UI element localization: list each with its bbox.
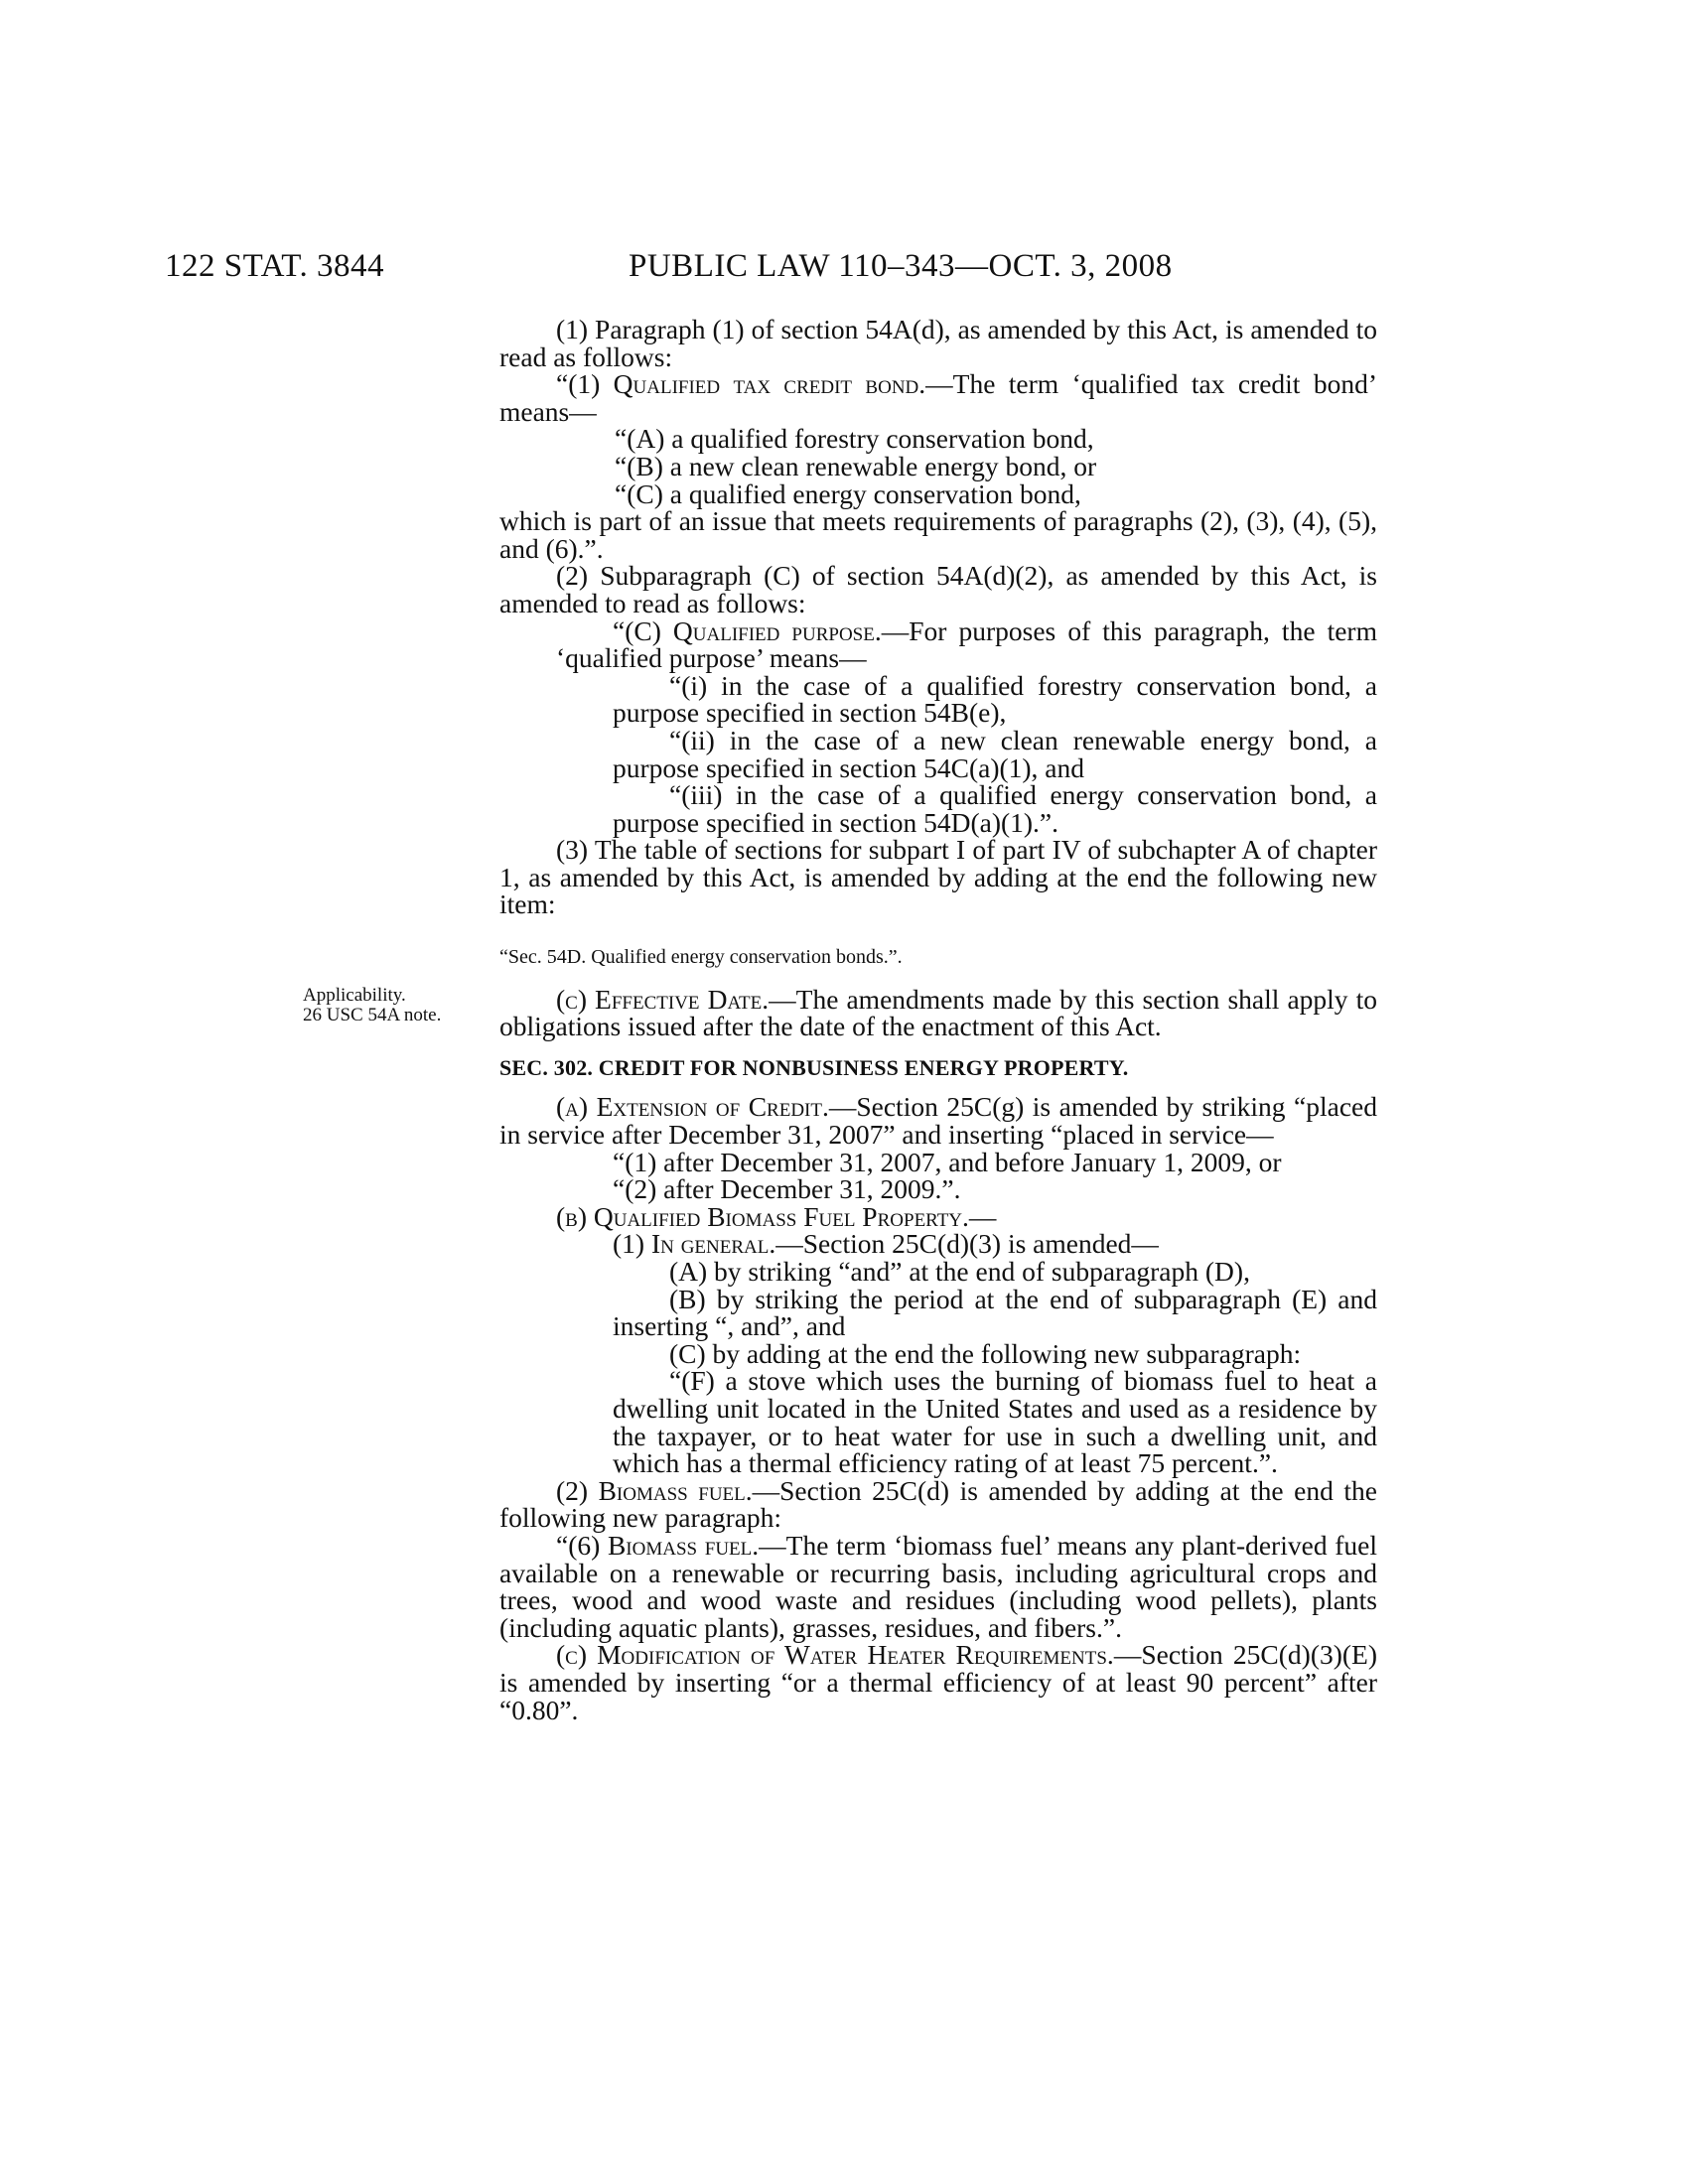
statute-page-number: 122 STAT. 3844 bbox=[165, 248, 385, 284]
definition-qualified-purpose bbox=[499, 614, 1377, 674]
water-heater-requirements bbox=[499, 1641, 1377, 1723]
biomass-fuel-text: —Section 25C(d) is amended by adding at the end the following new paragraph: bbox=[499, 1474, 1377, 1534]
amendment-item-c: (C) by adding at the end the following new subparagraph: bbox=[669, 1337, 1302, 1369]
extension-item-2: “(2) after December 31, 2009.”. bbox=[613, 1173, 961, 1205]
definition-heading: “(1) Qualified tax credit bond. bbox=[556, 368, 926, 400]
biomass-fuel-definition bbox=[499, 1529, 1377, 1643]
margin-note-usc-reference: 26 USC 54A note. bbox=[303, 1005, 442, 1025]
biomass-fuel-property bbox=[499, 1200, 1377, 1232]
heading-dash: — bbox=[968, 1200, 997, 1232]
definition-text: —For purposes of this paragraph, the term ‘qualified purpose’ means— bbox=[556, 614, 1377, 674]
subparagraph-a: “(A) a qualified forestry conservation bond, bbox=[615, 423, 1094, 455]
extension-item-1: “(1) after December 31, 2007, and before January 1, 2009, or bbox=[613, 1146, 1282, 1177]
amendment-item-b: (B) by striking the period at the end of subparagraph (E) and inserting “, and”, and bbox=[613, 1283, 1377, 1342]
page-header bbox=[0, 248, 1688, 288]
margin-note bbox=[303, 986, 482, 1025]
amendment-item-a: (A) by striking “and” at the end of subparagraph (D), bbox=[669, 1256, 1250, 1287]
clause-ii: “(ii) in the case of a new clean renewable energy bond, a purpose specified in section 54C(a)(1), and bbox=[613, 724, 1377, 783]
biomass-fuel-property-heading: (b) Qualified Biomass Fuel Property. bbox=[556, 1200, 969, 1232]
paragraph-1: (1) Paragraph (1) of section 54A(d), as amended by this Act, is amended to read as follows: bbox=[499, 314, 1377, 372]
clause-i: “(i) in the case of a qualified forestry conservation bond, a purpose specified in section 54B(e), bbox=[613, 669, 1377, 729]
table-of-sections-item: “Sec. 54D. Qualified energy conservation bonds.”. bbox=[499, 946, 903, 969]
definition-heading: “(C) Qualified purpose. bbox=[613, 614, 882, 646]
water-heater-heading: (c) Modification of Water Heater Requirements. bbox=[556, 1639, 1114, 1671]
subparagraph-b: “(B) a new clean renewable energy bond, or bbox=[615, 450, 1097, 481]
public-law-title: PUBLIC LAW 110–343—OCT. 3, 2008 bbox=[629, 248, 1173, 284]
biomass-fuel-definition-text: —The term ‘biomass fuel’ means any plant-derived fuel available on a renewable or recurring basis, including agricultural crops and trees, wood and wood waste and residues (including wood pellets), plants (including aquatic plants), grasses, residues, and fibers.”. bbox=[499, 1529, 1377, 1643]
paragraph-1-tail: which is part of an issue that meets requirements of paragraphs (2), (3), (4), (5), and (6).”. bbox=[499, 505, 1377, 564]
margin-note-applicability: Applicability. bbox=[303, 985, 406, 1006]
extension-of-credit bbox=[499, 1091, 1377, 1151]
document-body bbox=[499, 316, 1377, 1723]
effective-date bbox=[499, 983, 1377, 1042]
extension-of-credit-heading: (a) Extension of Credit. bbox=[556, 1091, 829, 1123]
definition-text: —The term ‘qualified tax credit bond’ means— bbox=[499, 368, 1377, 427]
in-general bbox=[499, 1230, 1377, 1258]
subparagraph-c: “(C) a qualified energy conservation bond, bbox=[615, 478, 1081, 509]
definition-qualified-tax-credit-bond bbox=[499, 370, 1377, 425]
new-subparagraph-f: “(F) a stove which uses the burning of biomass fuel to heat a dwelling unit located in the United States and used as a residence by the taxpayer, or to heat water for use in such a dwelling unit, and which has a thermal efficiency rating of at least 75 percent.”. bbox=[613, 1365, 1377, 1479]
biomass-fuel-amendment bbox=[499, 1474, 1377, 1534]
section-302-heading: SEC. 302. CREDIT FOR NONBUSINESS ENERGY PROPERTY. bbox=[499, 1054, 1129, 1080]
paragraph-3: (3) The table of sections for subpart I of part IV of subchapter A of chapter 1, as amended by this Act, is amended by adding at the end the following new item: bbox=[499, 834, 1377, 920]
paragraph-2: (2) Subparagraph (C) of section 54A(d)(2), as amended by this Act, is amended to read as follows: bbox=[499, 560, 1377, 618]
effective-date-heading: (c) Effective Date. bbox=[556, 983, 770, 1015]
biomass-fuel-definition-heading: “(6) Biomass fuel. bbox=[556, 1529, 760, 1561]
extension-of-credit-text: —Section 25C(g) is amended by striking “placed in service after December 31, 2007” and inserting “placed in service— bbox=[499, 1091, 1377, 1151]
in-general-heading: (1) In general. bbox=[613, 1228, 776, 1260]
in-general-text: —Section 25C(d)(3) is amended— bbox=[775, 1228, 1159, 1260]
water-heater-text: —Section 25C(d)(3)(E) is amended by inserting “or a thermal efficiency of at least 90 percent” after “0.80”. bbox=[499, 1639, 1377, 1725]
clause-iii: “(iii) in the case of a qualified energy conservation bond, a purpose specified in section 54D(a)(1).”. bbox=[613, 779, 1377, 838]
effective-date-text: —The amendments made by this section shall apply to obligations issued after the date of the enactment of this Act. bbox=[499, 983, 1377, 1042]
biomass-fuel-heading: (2) Biomass fuel. bbox=[556, 1474, 753, 1506]
